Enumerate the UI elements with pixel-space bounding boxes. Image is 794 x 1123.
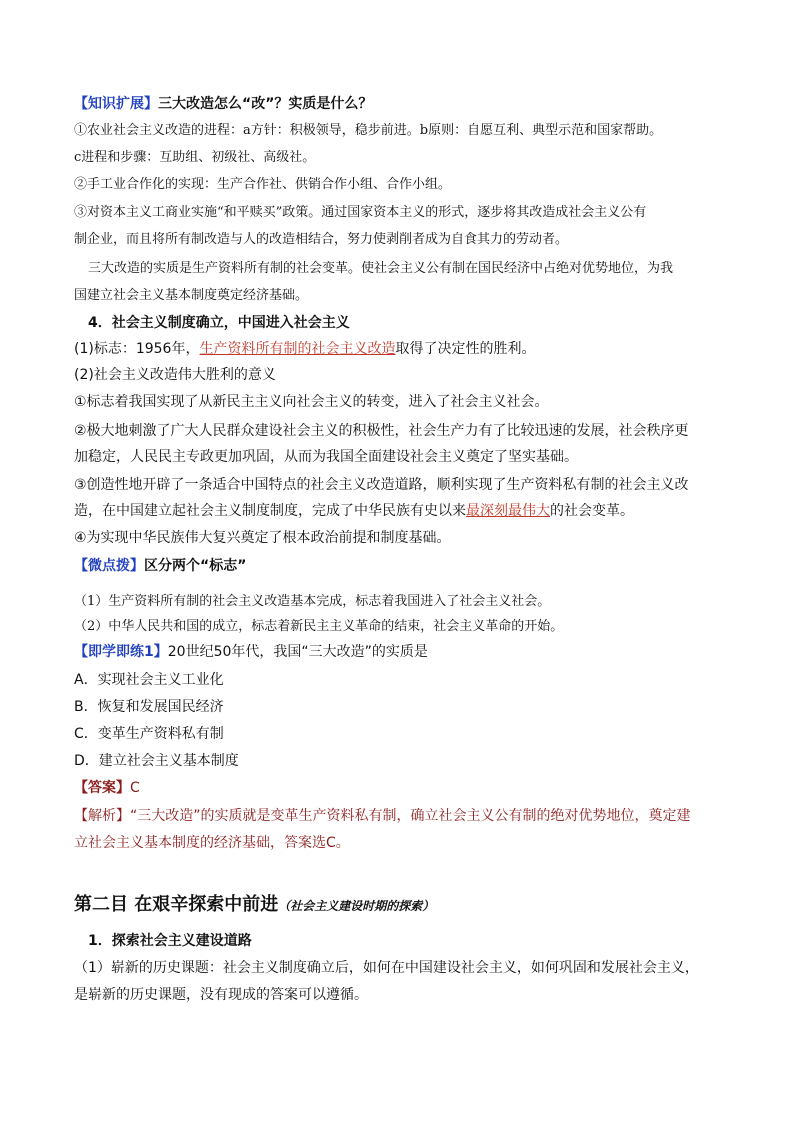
- section4-line6: ④为实现中华民族伟大复兴奠定了根本政治前提和制度基础。: [74, 530, 451, 546]
- section4-line1: [74, 336, 726, 362]
- part2-subtitle: （社会主义建设时期的探索）: [278, 899, 435, 913]
- section4-line1-post: 取得了决定性的胜利。: [395, 341, 536, 357]
- section4-line5b-pre: 造，在中国建立起社会主义制度制度，完成了中华民族有史以来: [74, 503, 466, 519]
- part2-title: 第二目 在艰辛探索中前进: [74, 894, 279, 915]
- tip-line1: （1）生产资料所有制的社会主义改造基本完成，标志着我国进入了社会主义社会。: [74, 594, 551, 609]
- exercise-analysis-a: 【解析】“三大改造”的实质就是变革生产资料私有制，确立社会主义公有制的绝对优势地位，奠定建: [74, 808, 691, 824]
- exercise-analysis-b: 立社会主义基本制度的经济基础，答案选C。: [74, 835, 350, 851]
- answer-label: 【答案】: [74, 780, 130, 796]
- answer-value: C: [130, 780, 140, 796]
- knowledge-heading: [74, 91, 726, 117]
- exercise-question-line: [74, 639, 726, 665]
- knowledge-p3a: ③对资本主义工商业实施“和平赎买”政策。通过国家资本主义的形式，逐步将其改造成社会主义公有: [74, 205, 647, 220]
- section4-line5b-post: 的社会变革。: [550, 503, 634, 519]
- knowledge-p1a: ①农业社会主义改造的进程：a方针：积极领导，稳步前进。b原则：自愿互利、典型示范和国家帮助。: [74, 123, 663, 138]
- part2-heading: [74, 890, 726, 921]
- exercise-option-a: A．实现社会主义工业化: [74, 672, 224, 688]
- section4-line4b: 加稳定，人民民主专政更加巩固，从而为我国全面建设社会主义奠定了坚实基础。: [74, 449, 578, 465]
- exercise-question: 20世纪50年代，我国“三大改造”的实质是: [167, 644, 428, 660]
- section4-line5a: ③创造性地开辟了一条适合中国特点的社会主义改造道路，顺利实现了生产资料私有制的社会主义改: [74, 477, 689, 493]
- part2-p1b: 是崭新的历史课题，没有现成的答案可以遵循。: [74, 987, 368, 1003]
- part2-section1-title: 1．探索社会主义建设道路: [88, 933, 252, 949]
- knowledge-title: 三大改造怎么“改”？实质是什么？: [158, 96, 373, 112]
- tip-line2: （2）中华人民共和国的成立，标志着新民主主义革命的结束，社会主义革命的开始。: [74, 619, 564, 634]
- section4-title: 4．社会主义制度确立，中国进入社会主义: [88, 315, 350, 331]
- tip-heading: [74, 553, 726, 579]
- section4-line4a: ②极大地刺激了广大人民群众建设社会主义的积极性，社会生产力有了比较迅速的发展，社会秩序更: [74, 423, 689, 439]
- tip-title: 区分两个“标志”: [144, 558, 247, 574]
- knowledge-p2: ②手工业合作化的实现：生产合作社、供销合作小组、合作小组。: [74, 177, 452, 192]
- part2-p1a: （1）崭新的历史课题：社会主义制度确立后，如何在中国建设社会主义，如何巩固和发展社会主义，: [74, 960, 699, 976]
- tip-tag: 【微点拨】: [74, 558, 144, 574]
- exercise-tag: 【即学即练1】: [74, 644, 168, 660]
- exercise-option-d: D．建立社会主义基本制度: [74, 753, 239, 769]
- exercise-answer: [74, 775, 726, 801]
- knowledge-p3b: 制企业，而且将所有制改造与人的改造相结合，努力使剥削者成为自食其力的劳动者。: [74, 232, 569, 247]
- knowledge-tag: 【知识扩展】: [74, 96, 158, 112]
- knowledge-p1b: c进程和步骤：互助组、初级社、高级社。: [74, 150, 316, 165]
- section4-line2: (2)社会主义改造伟大胜利的意义: [74, 367, 276, 383]
- section4-line5b-underlined: 最深刻最伟大: [466, 503, 550, 519]
- section4-line1-pre: (1)标志：1956年，: [74, 341, 200, 357]
- exercise-option-b: B．恢复和发展国民经济: [74, 699, 224, 715]
- knowledge-p4a: 三大改造的实质是生产资料所有制的社会变革。使社会主义公有制在国民经济中占绝对优势地位，为我: [88, 261, 674, 276]
- knowledge-p4b: 国建立社会主义基本制度奠定经济基础。: [74, 288, 309, 303]
- section4-line5b: [74, 498, 726, 524]
- section4-line1-underlined: 生产资料所有制的社会主义改造: [199, 341, 396, 357]
- section4-line3: ①标志着我国实现了从新民主主义向社会主义的转变，进入了社会主义社会。: [74, 394, 549, 410]
- exercise-option-c: C．变革生产资料私有制: [74, 726, 224, 742]
